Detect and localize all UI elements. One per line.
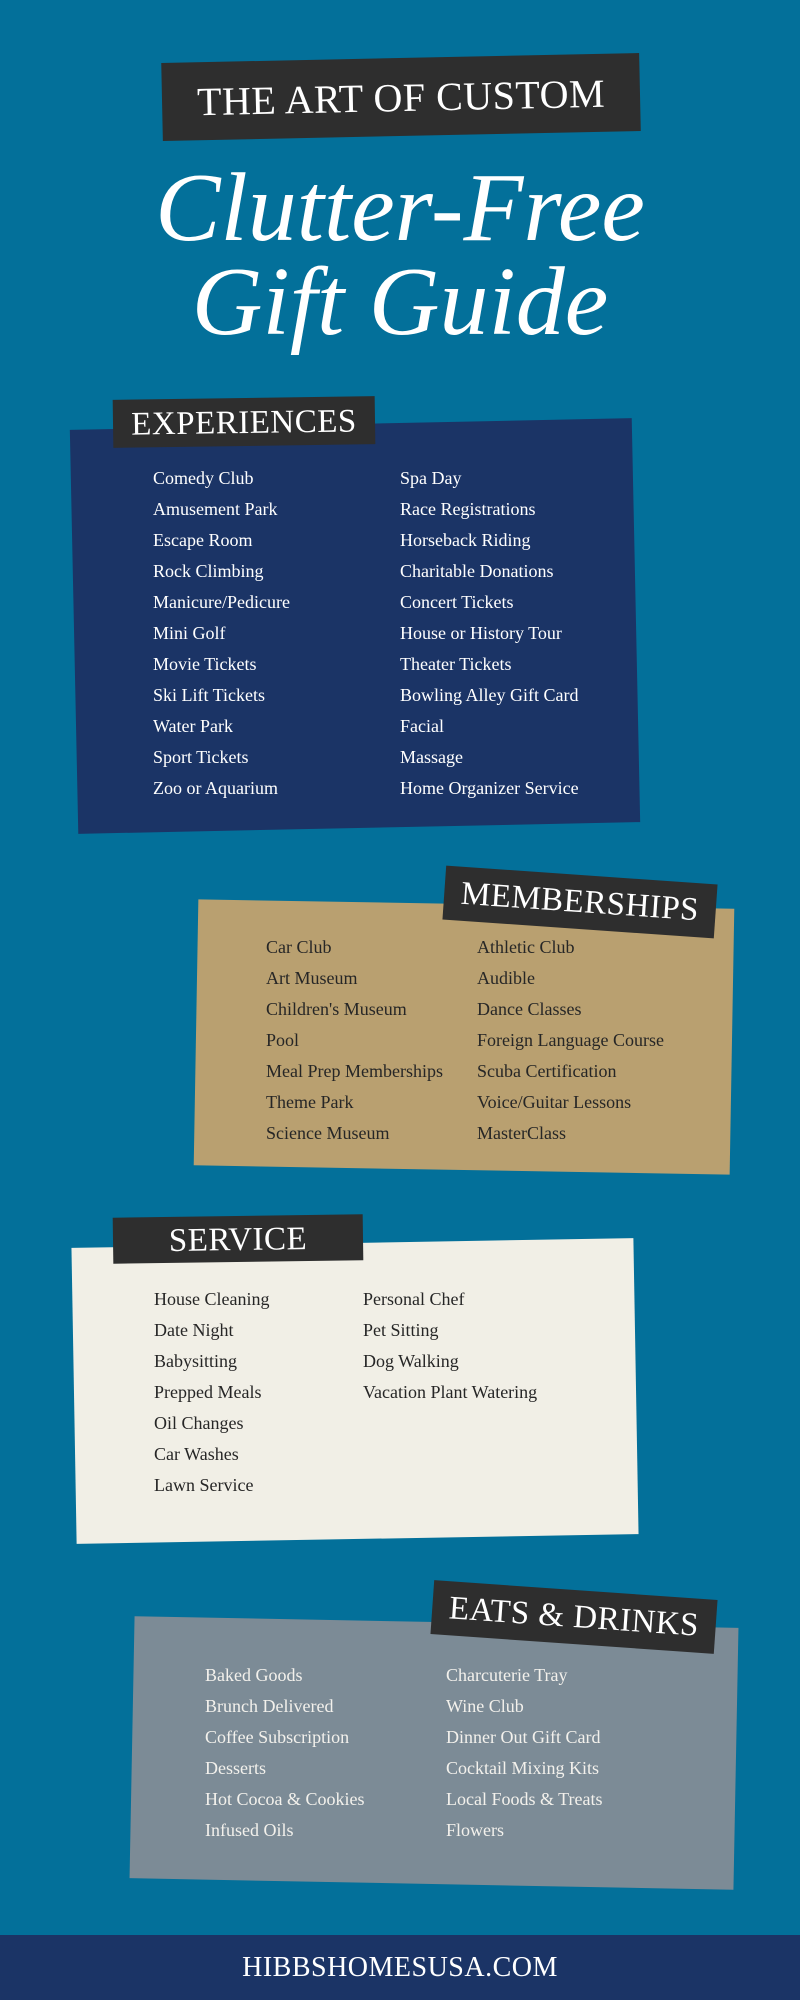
list-item: Theme Park [266,1092,354,1112]
header-kicker-banner [161,53,641,141]
list-item: Theater Tickets [400,654,512,674]
list-item: Local Foods & Treats [446,1789,603,1809]
list-item: Massage [400,747,463,767]
list-item: Hot Cocoa & Cookies [205,1789,365,1809]
list-item: Scuba Certification [477,1061,617,1081]
page-title-line2: Gift Guide [191,248,609,356]
list-item: Foreign Language Course [477,1030,664,1050]
list-item: Ski Lift Tickets [153,685,266,705]
list-item: Date Night [154,1320,234,1340]
list-item: Zoo or Aquarium [153,778,278,798]
list-item: Personal Chef [363,1289,465,1309]
list-item: Cocktail Mixing Kits [446,1758,599,1778]
list-item: Sport Tickets [153,747,249,767]
list-item: Meal Prep Memberships [266,1061,443,1081]
list-item: Movie Tickets [153,654,257,674]
memberships-list-right [477,932,664,1149]
experiences-heading: EXPERIENCES [131,403,358,443]
list-item: Brunch Delivered [205,1696,334,1716]
list-item: Art Museum [266,968,358,988]
footer-site-link[interactable]: HIBBSHOMESUSA.COM [242,1952,558,1983]
list-item: Mini Golf [153,623,226,643]
list-item: Horseback Riding [400,530,531,550]
list-item: Dance Classes [477,999,582,1019]
memberships-list-left [266,932,443,1149]
list-item: Race Registrations [400,499,536,519]
experiences-list-right [400,463,579,804]
list-item: Coffee Subscription [205,1727,350,1747]
list-item: Wine Club [446,1696,524,1716]
eats-drinks-list-left [205,1660,365,1846]
list-item: Children's Museum [266,999,407,1019]
experiences-list-left [153,463,290,804]
header-kicker: THE ART OF CUSTOM [196,70,606,125]
list-item: Baked Goods [205,1665,303,1685]
list-item: Manicure/Pedicure [153,592,290,612]
list-item: Charcuterie Tray [446,1665,568,1685]
list-item: Oil Changes [154,1413,244,1433]
list-item: Water Park [153,716,234,736]
list-item: Bowling Alley Gift Card [400,685,579,705]
eats-drinks-heading: EATS & DRINKS [447,1590,701,1644]
list-item: Facial [400,716,444,736]
list-item: Pool [266,1030,300,1050]
list-item: Comedy Club [153,468,254,488]
list-item: Prepped Meals [154,1382,262,1402]
service-list-left [154,1284,269,1501]
service-list-right [363,1284,537,1408]
list-item: Lawn Service [154,1475,254,1495]
service-heading-banner [113,1214,364,1263]
list-item: Voice/Guitar Lessons [477,1092,632,1112]
list-item: Escape Room [153,530,253,550]
experiences-heading-banner [113,396,376,448]
list-item: Amusement Park [153,499,278,519]
list-item: Babysitting [154,1351,238,1371]
list-item: Desserts [205,1758,266,1778]
list-item: MasterClass [477,1123,566,1143]
page-title-line1: Clutter-Free [155,154,645,262]
list-item: Home Organizer Service [400,778,579,798]
list-item: House or History Tour [400,623,562,643]
list-item: Audible [477,968,535,988]
list-item: Dinner Out Gift Card [446,1727,601,1747]
list-item: Infused Oils [205,1820,294,1840]
list-item: Dog Walking [363,1351,459,1371]
list-item: Science Museum [266,1123,390,1143]
service-heading: SERVICE [168,1221,308,1259]
list-item: Car Washes [154,1444,239,1464]
list-item: Rock Climbing [153,561,264,581]
list-item: Charitable Donations [400,561,554,581]
list-item: House Cleaning [154,1289,270,1309]
list-item: Spa Day [400,468,462,488]
list-item: Athletic Club [477,937,575,957]
list-item: Vacation Plant Watering [363,1382,538,1402]
footer-bar [0,1935,800,2000]
memberships-heading: MEMBERSHIPS [459,875,701,929]
eats-drinks-list-right [446,1660,603,1846]
list-item: Flowers [446,1820,504,1840]
list-item: Concert Tickets [400,592,514,612]
list-item: Car Club [266,937,332,957]
list-item: Pet Sitting [363,1320,439,1340]
